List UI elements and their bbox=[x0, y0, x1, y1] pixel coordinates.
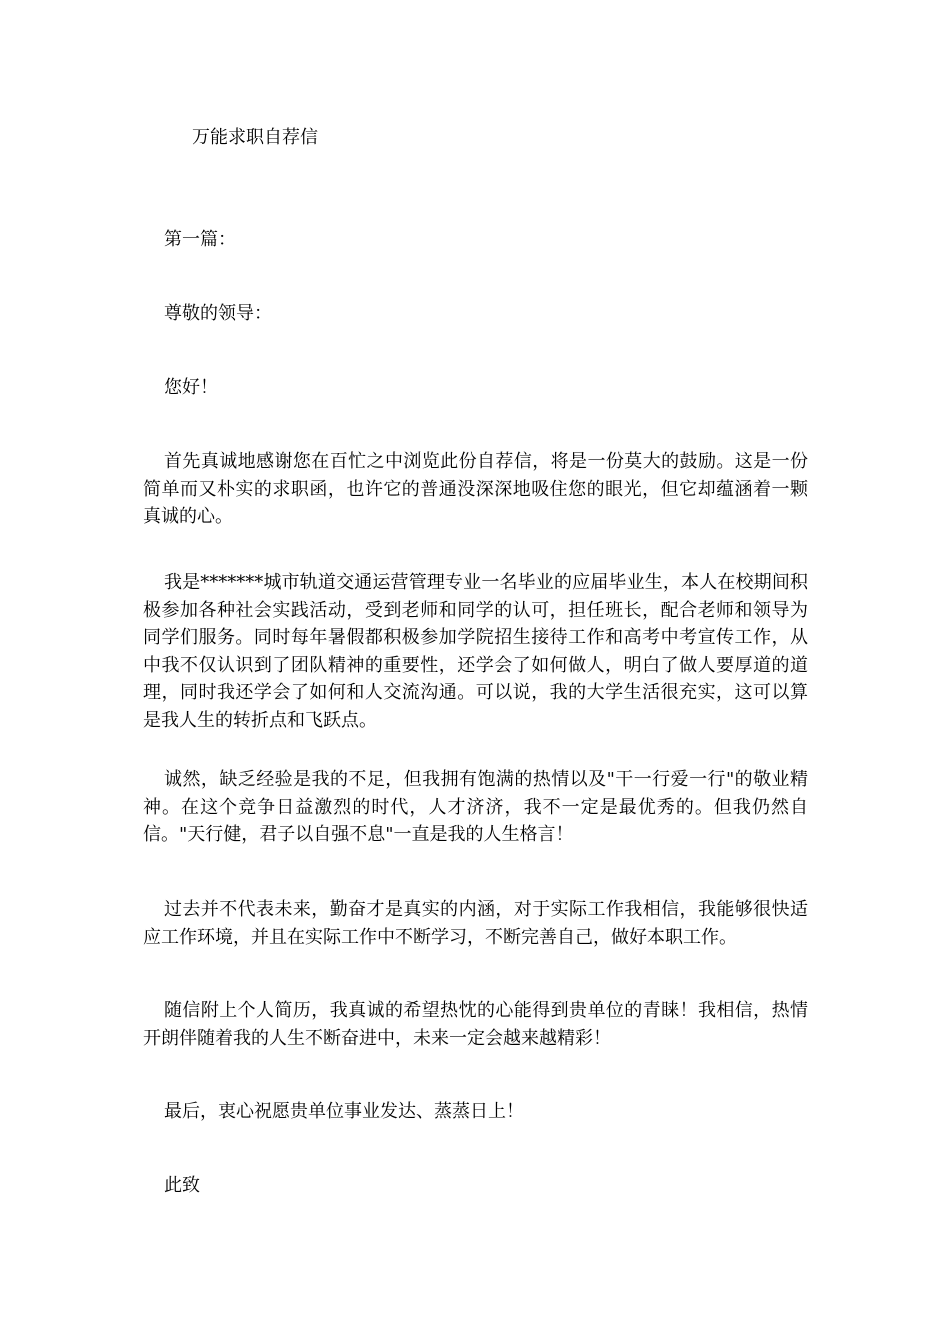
section-heading: 第一篇： bbox=[164, 229, 236, 250]
body-paragraph: 我是*******城市轨道交通运营管理专业一名毕业的应届毕业生，本人在校期间积极参加各种社会实践活动，受到老师和同学的认可，担任班长，配合老师和领导为同学们服务。同时每年暑假都积极参加学院招生接待工作和高考中考宣传工作，从中我不仅认识到了团队精神的重要性，还学会了如何做人，明白了做人要厚道的道理，同时我还学会了如何和人交流沟通。可以说，我的大学生活很充实，这可以算是我人生的转折点和飞跃点。 bbox=[143, 572, 808, 731]
document-title: 万能求职自荐信 bbox=[192, 127, 318, 148]
body-paragraph: 诚然，缺乏经验是我的不足，但我拥有饱满的热情以及"干一行爱一行"的敬业精神。在这个竞争日益激烈的时代，人才济济，我不一定是最优秀的。但我仍然自信。"天行健，君子以自强不息"一直是我的人生格言！ bbox=[143, 769, 808, 845]
body-paragraph: 最后，衷心祝愿贵单位事业发达、蒸蒸日上！ bbox=[164, 1101, 524, 1122]
body-paragraph: 首先真诚地感谢您在百忙之中浏览此份自荐信，将是一份莫大的鼓励。这是一份简单而又朴实的求职函，也许它的普通没深深地吸住您的眼光，但它却蕴涵着一颗真诚的心。 bbox=[143, 451, 808, 527]
greeting: 您好！ bbox=[164, 377, 218, 398]
closing: 此致 bbox=[164, 1175, 200, 1196]
body-paragraph: 随信附上个人简历，我真诚的希望热忱的心能得到贵单位的青睐！我相信，热情开朗伴随着我的人生不断奋进中，未来一定会越来越精彩！ bbox=[143, 1000, 808, 1049]
body-paragraph: 过去并不代表未来，勤奋才是真实的内涵，对于实际工作我相信，我能够很快适应工作环境，并且在实际工作中不断学习，不断完善自己，做好本职工作。 bbox=[143, 899, 808, 948]
salutation: 尊敬的领导： bbox=[164, 303, 272, 324]
